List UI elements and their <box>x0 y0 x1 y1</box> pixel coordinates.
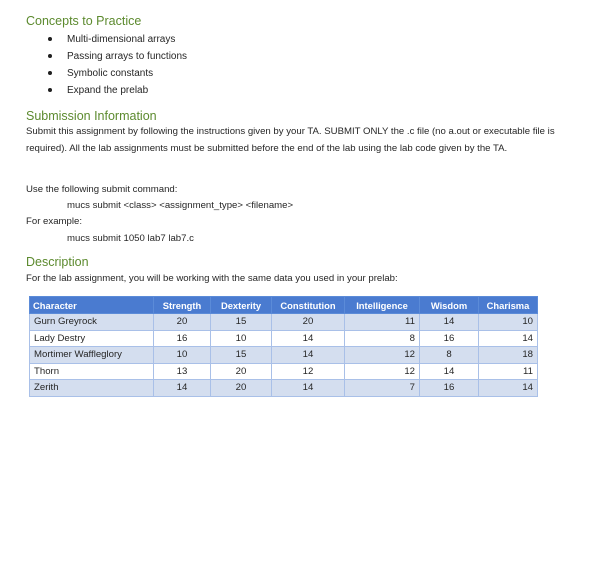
bullet-icon <box>48 88 52 92</box>
list-item <box>26 82 187 99</box>
submit-command: mucs submit <class> <assignment_type> <filename> <box>67 200 294 211</box>
description-heading: Description <box>26 255 89 269</box>
table-row <box>30 380 538 397</box>
command-intro: Use the following submit command: <box>26 184 178 195</box>
concepts-list <box>26 31 187 99</box>
column-header: Intelligence <box>345 297 420 314</box>
table-row <box>30 330 538 347</box>
table-cell: 20 <box>272 314 345 331</box>
concepts-heading: Concepts to Practice <box>26 14 142 28</box>
column-header: Dexterity <box>211 297 272 314</box>
table-cell: 14 <box>479 380 538 397</box>
list-item <box>26 65 187 82</box>
table-cell: 14 <box>154 380 211 397</box>
table-cell: 14 <box>272 347 345 364</box>
bullet-icon <box>48 71 52 75</box>
table-row <box>30 314 538 331</box>
table-cell: 10 <box>479 314 538 331</box>
table-cell: 7 <box>345 380 420 397</box>
table-cell: 14 <box>272 330 345 347</box>
table-cell: 8 <box>345 330 420 347</box>
table-cell: 12 <box>345 363 420 380</box>
bullet-icon <box>48 37 52 41</box>
table-cell: 20 <box>211 363 272 380</box>
table-row <box>30 347 538 364</box>
example-command: mucs submit 1050 lab7 lab7.c <box>67 233 194 244</box>
column-header: Strength <box>154 297 211 314</box>
table-cell: 14 <box>272 380 345 397</box>
character-name: Thorn <box>30 363 154 380</box>
table-cell: 12 <box>272 363 345 380</box>
column-header: Character <box>30 297 154 314</box>
description-paragraph: For the lab assignment, you will be working with the same data you used in your prelab: <box>26 273 398 284</box>
table-cell: 11 <box>479 363 538 380</box>
table-cell: 15 <box>211 347 272 364</box>
list-item-text: Expand the prelab <box>67 85 149 96</box>
table-cell: 12 <box>345 347 420 364</box>
table-cell: 14 <box>420 314 479 331</box>
list-item-text: Multi-dimensional arrays <box>67 34 176 45</box>
character-name: Lady Destry <box>30 330 154 347</box>
table-row <box>30 363 538 380</box>
character-stats-table <box>29 296 538 397</box>
table-cell: 16 <box>154 330 211 347</box>
column-header: Constitution <box>272 297 345 314</box>
bullet-icon <box>48 54 52 58</box>
table-cell: 10 <box>154 347 211 364</box>
column-header: Charisma <box>479 297 538 314</box>
list-item <box>26 48 187 65</box>
table-cell: 20 <box>211 380 272 397</box>
table-cell: 13 <box>154 363 211 380</box>
table-header-row <box>30 297 538 314</box>
table-cell: 14 <box>479 330 538 347</box>
example-intro: For example: <box>26 216 82 227</box>
list-item-text: Symbolic constants <box>67 68 154 79</box>
table-cell: 16 <box>420 380 479 397</box>
table-cell: 15 <box>211 314 272 331</box>
list-item-text: Passing arrays to functions <box>67 51 188 62</box>
character-name: Gurn Greyrock <box>30 314 154 331</box>
submission-paragraph: Submit this assignment by following the instructions given by your TA. SUBMIT ONLY the .c file (no a.out or executable file is required). All the lab assignments must be submitted before the end of the lab using the lab code given by the TA. <box>26 126 555 154</box>
table-cell: 20 <box>154 314 211 331</box>
character-name: Mortimer Waffleglory <box>30 347 154 364</box>
table-cell: 14 <box>420 363 479 380</box>
table-cell: 8 <box>420 347 479 364</box>
table-cell: 18 <box>479 347 538 364</box>
list-item <box>26 31 187 48</box>
table-cell: 16 <box>420 330 479 347</box>
table-cell: 10 <box>211 330 272 347</box>
submission-heading: Submission Information <box>26 109 157 123</box>
column-header: Wisdom <box>420 297 479 314</box>
table-cell: 11 <box>345 314 420 331</box>
character-name: Zerith <box>30 380 154 397</box>
